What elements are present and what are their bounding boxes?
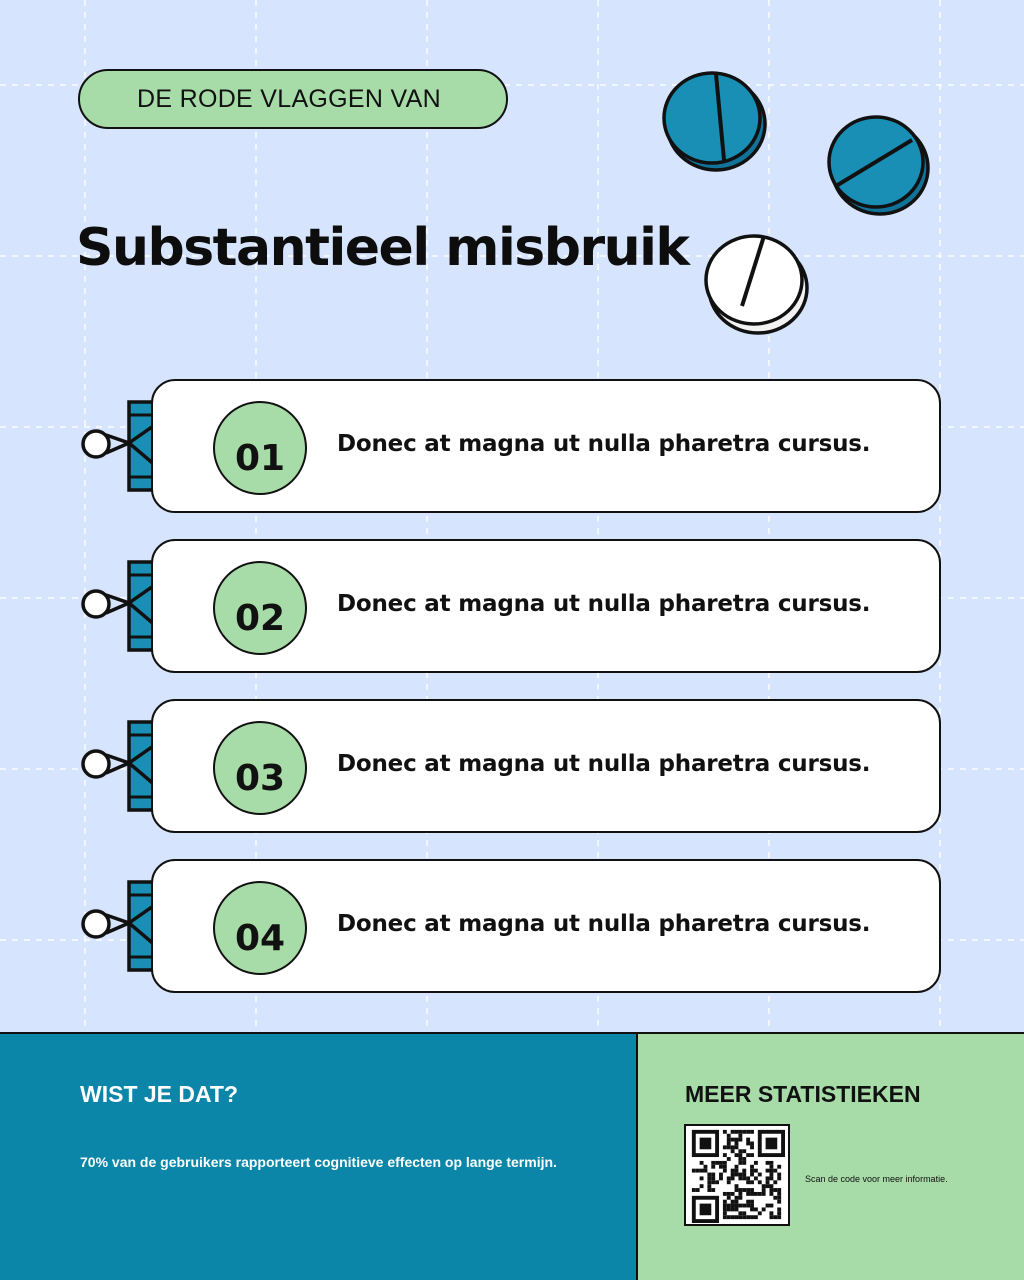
fact-heading: WIST JE DAT? [80, 1081, 239, 1107]
footer-fact-panel [0, 1032, 638, 1280]
item-text: Donec at magna ut nulla pharetra cursus. [337, 911, 871, 937]
item-text: Donec at magna ut nulla pharetra cursus. [337, 591, 871, 617]
header-pill-label: DE RODE VLAGGEN VAN [137, 84, 441, 113]
header-pill [78, 69, 508, 129]
stats-heading: MEER STATISTIEKEN [685, 1081, 921, 1107]
item-number: 01 [213, 401, 307, 495]
qr-code[interactable] [684, 1124, 790, 1226]
fact-text: 70% van de gebruikers rapporteert cognitieve effecten op lange termijn. [80, 1154, 557, 1170]
pill-icon [706, 236, 807, 333]
pill-icon [829, 117, 928, 214]
item-number: 04 [213, 881, 307, 975]
qr-caption: Scan de code voor meer informatie. [805, 1174, 948, 1184]
footer-stats-panel [638, 1032, 1024, 1280]
pills-illustration [650, 60, 950, 350]
item-number: 02 [213, 561, 307, 655]
list-item [151, 539, 941, 673]
item-text: Donec at magna ut nulla pharetra cursus. [337, 431, 871, 457]
list-item [151, 699, 941, 833]
item-number: 03 [213, 721, 307, 815]
item-text: Donec at magna ut nulla pharetra cursus. [337, 751, 871, 777]
pill-icon [664, 73, 765, 170]
page-title: Substantieel misbruik [76, 218, 689, 278]
list-item [151, 859, 941, 993]
list-item [151, 379, 941, 513]
